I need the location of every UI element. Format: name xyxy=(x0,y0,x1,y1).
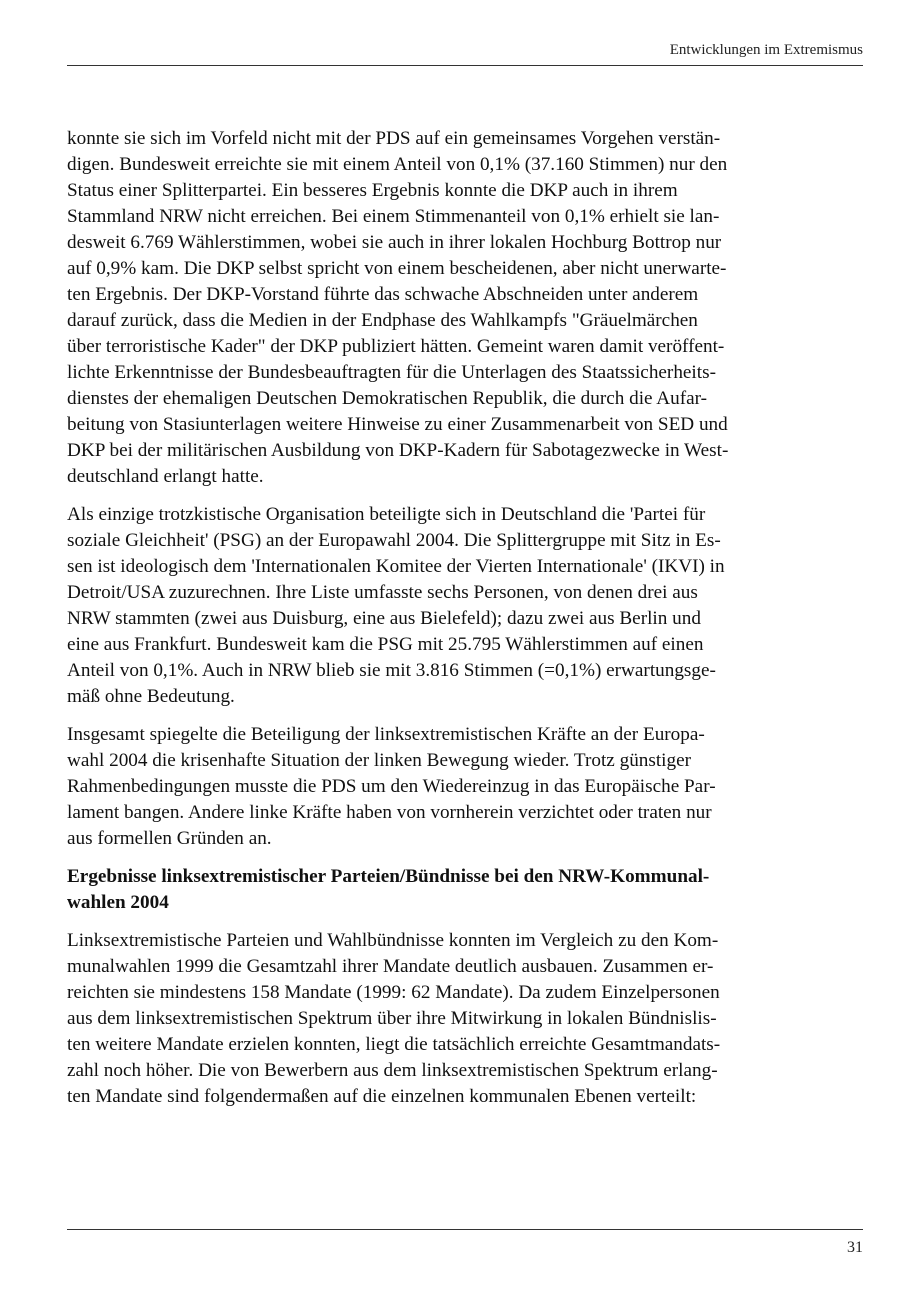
text-line: ten weitere Mandate erzielen konnten, liegt die tatsächlich erreichte Gesamtmandats- xyxy=(67,1034,721,1055)
text-line: Stammland NRW nicht erreichen. Bei einem Stimmenanteil von 0,1% erhielt sie lan- xyxy=(67,206,720,227)
text-line: soziale Gleichheit' (PSG) an der Europawahl 2004. Die Splittergruppe mit Sitz in Es- xyxy=(67,530,721,551)
text-line: digen. Bundesweit erreichte sie mit einem Anteil von 0,1% (37.160 Stimmen) nur den xyxy=(67,154,728,175)
body-text xyxy=(67,126,817,1122)
text-line: reichten sie mindestens 158 Mandate (1999: 62 Mandate). Da zudem Einzelpersonen xyxy=(67,982,720,1003)
text-line: konnte sie sich im Vorfeld nicht mit der PDS auf ein gemeinsames Vorgehen verstän- xyxy=(67,128,721,149)
text-line: dienstes der ehemaligen Deutschen Demokratischen Republik, die durch die Aufar- xyxy=(67,388,708,409)
text-line: Status einer Splitterpartei. Ein besseres Ergebnis konnte die DKP auch in ihrem xyxy=(67,180,678,201)
text-line: NRW stammten (zwei aus Duisburg, eine aus Bielefeld); dazu zwei aus Berlin und xyxy=(67,608,701,629)
paragraph-psg xyxy=(67,502,817,710)
text-line: mäß ohne Bedeutung. xyxy=(67,686,235,707)
text-line: zahl noch höher. Die von Bewerbern aus dem linksextremistischen Spektrum erlang- xyxy=(67,1060,718,1081)
text-line: Als einzige trotzkistische Organisation beteiligte sich in Deutschland die 'Partei für xyxy=(67,504,706,525)
text-line: lichte Erkenntnisse der Bundesbeauftragten für die Unterlagen des Staatssicherheits- xyxy=(67,362,716,383)
text-line: über terroristische Kader" der DKP publiziert hätten. Gemeint waren damit veröffent- xyxy=(67,336,725,357)
paragraph-summary xyxy=(67,722,817,852)
text-line: beitung von Stasiunterlagen weitere Hinweise zu einer Zusammenarbeit von SED und xyxy=(67,414,728,435)
text-line: Rahmenbedingungen musste die PDS um den Wiedereinzug in das Europäische Par- xyxy=(67,776,716,797)
text-line: munalwahlen 1999 die Gesamtzahl ihrer Mandate deutlich ausbauen. Zusammen er- xyxy=(67,956,714,977)
text-line: deutschland erlangt hatte. xyxy=(67,466,264,487)
text-line: wahl 2004 die krisenhafte Situation der linken Bewegung wieder. Trotz günstiger xyxy=(67,750,692,771)
section-heading xyxy=(67,864,817,916)
text-line: ten Ergebnis. Der DKP-Vorstand führte das schwache Abschneiden unter anderem xyxy=(67,284,699,305)
paragraph-kommunalwahlen xyxy=(67,928,817,1110)
text-line: ten Mandate sind folgendermaßen auf die einzelnen kommunalen Ebenen verteilt: xyxy=(67,1086,697,1107)
text-line: DKP bei der militärischen Ausbildung von DKP-Kadern für Sabotagezwecke in West- xyxy=(67,440,729,461)
text-line: Detroit/USA zuzurechnen. Ihre Liste umfasste sechs Personen, von denen drei aus xyxy=(67,582,698,603)
paragraph-dkp xyxy=(67,126,817,490)
heading-line: wahlen 2004 xyxy=(67,892,169,913)
text-line: lament bangen. Andere linke Kräfte haben von vornherein verzichtet oder traten nur xyxy=(67,802,712,823)
text-line: sen ist ideologisch dem 'Internationalen Komitee der Vierten Internationale' (IKVI) in xyxy=(67,556,725,577)
text-line: Anteil von 0,1%. Auch in NRW blieb sie mit 3.816 Stimmen (=0,1%) erwartungsge- xyxy=(67,660,716,681)
text-line: auf 0,9% kam. Die DKP selbst spricht von einem bescheidenen, aber nicht unerwarte- xyxy=(67,258,727,279)
text-line: desweit 6.769 Wählerstimmen, wobei sie auch in ihrer lokalen Hochburg Bottrop nur xyxy=(67,232,722,253)
page-number: 31 xyxy=(847,1239,863,1256)
text-line: Linksextremistische Parteien und Wahlbündnisse konnten im Vergleich zu den Kom- xyxy=(67,930,719,951)
heading-line: Ergebnisse linksextremistischer Parteien/Bündnisse bei den NRW-Kommunal- xyxy=(67,866,710,887)
text-line: darauf zurück, dass die Medien in der Endphase des Wahlkampfs "Gräuelmärchen xyxy=(67,310,698,331)
footer-rule xyxy=(67,1229,863,1230)
text-line: aus formellen Gründen an. xyxy=(67,828,272,849)
running-head: Entwicklungen im Extremismus xyxy=(669,42,863,58)
header-rule xyxy=(67,65,863,66)
text-line: eine aus Frankfurt. Bundesweit kam die PSG mit 25.795 Wählerstimmen auf einen xyxy=(67,634,704,655)
text-line: aus dem linksextremistischen Spektrum über ihre Mitwirkung in lokalen Bündnislis- xyxy=(67,1008,717,1029)
text-line: Insgesamt spiegelte die Beteiligung der linksextremistischen Kräfte an der Europa- xyxy=(67,724,705,745)
